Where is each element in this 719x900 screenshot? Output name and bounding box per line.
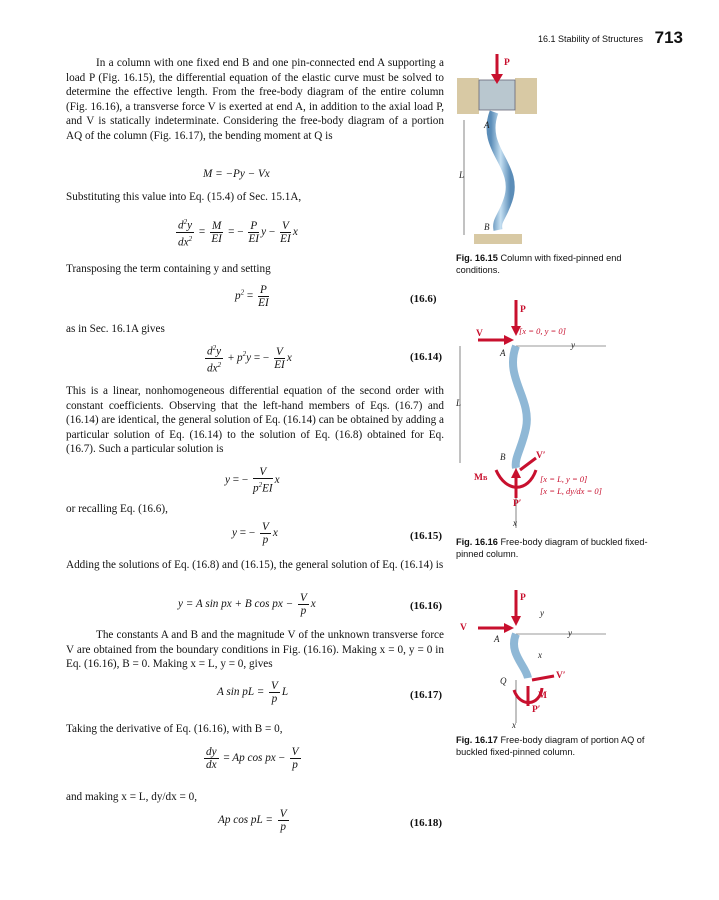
caption-16-16-label: Fig. 16.16 bbox=[456, 537, 498, 547]
equation-differential: $\frac{d^2y}{dx^2}$ = $\frac{M}{EI}$ = − $\frac{P}{EI}$ y − $\frac{V}{EI}$ x bbox=[178, 218, 298, 249]
figure-16-17 bbox=[456, 588, 656, 733]
equation-p-squared: $p^2$ = $\frac{P}{EI}$ bbox=[235, 284, 269, 309]
label-x-dim: x bbox=[538, 650, 542, 660]
reaction-v-label: V′ bbox=[536, 451, 546, 461]
label-x: x bbox=[512, 720, 516, 730]
label-q: Q bbox=[500, 676, 507, 686]
load-p-label: P bbox=[520, 305, 526, 315]
caption-16-16 bbox=[456, 537, 656, 560]
caption-16-17-text: Free-body diagram of portion AQ of buckled fixed-pinned column. bbox=[456, 735, 645, 757]
paragraph-adding: Adding the solutions of Eq. (16.8) and (16.15), the general solution of Eq. (16.14) is bbox=[66, 559, 444, 571]
equation-16-16-text: y = A sin px + B cos px − bbox=[178, 598, 294, 611]
caption-16-15 bbox=[456, 253, 656, 276]
equation-16-16: y = A sin px + B cos px − $\frac{V}{p}$ x bbox=[178, 592, 316, 617]
equation-16-17-text: A sin pL = bbox=[217, 686, 265, 699]
column-portion-aq bbox=[514, 634, 528, 678]
paragraph-recalling: or recalling Eq. (16.6), bbox=[66, 503, 168, 515]
label-l: L bbox=[459, 170, 465, 180]
caption-16-15-label: Fig. 16.15 bbox=[456, 253, 498, 263]
equation-number-16-18: (16.18) bbox=[410, 817, 443, 829]
paragraph-transpose: Transposing the term containing y and setting bbox=[66, 263, 271, 275]
caption-16-16-text: Free-body diagram of buckled fixed-pinned column. bbox=[456, 537, 648, 559]
label-y: y bbox=[568, 628, 572, 638]
running-header bbox=[0, 30, 719, 50]
equation-moment: M = −Py − Vx bbox=[203, 168, 270, 180]
label-b: B bbox=[484, 222, 490, 232]
equation-number-16-16: (16.16) bbox=[410, 600, 443, 612]
paragraph-constants: The constants A and B and the magnitude V of the unknown transverse force V are obtained from the boundary conditions in Fig. (16.16). Making x = 0, y = 0 in Eq. (16.16), B = 0. Making x = L, y = 0, gives bbox=[66, 629, 444, 671]
paragraph-substitute: Substituting this value into Eq. (15.4) of Sec. 15.1A, bbox=[66, 191, 302, 203]
section-title: 16.1 Stability of Structures bbox=[537, 34, 643, 44]
buckled-column bbox=[491, 112, 510, 230]
paragraph-linear: This is a linear, nonhomogeneous differential equation of the second order with constant coefficients. Observing that the left-hand members of Eqs. (16.7) and (16.14) are identical, the general solution of Eq. (16.14) can be obtained by adding a particular solution of Eq. (16.14) to the solution of Eq. (16.8) obtained for Eq. (16.7). Such a particular solution is bbox=[66, 385, 444, 456]
label-x: x bbox=[513, 518, 517, 528]
paragraph-derivative: Taking the derivative of Eq. (16.16), with B = 0, bbox=[66, 723, 283, 735]
label-l: L bbox=[456, 398, 462, 408]
equation-dydx: $\frac{dy}{dx}$ = Ap cos px − $\frac{V}{p}$ bbox=[206, 746, 299, 771]
equation-16-14: $\frac{d^2y}{dx^2}$ + $p^2y$ = − $\frac{V}{EI}$ x bbox=[207, 344, 292, 375]
label-a: A bbox=[500, 348, 506, 358]
equation-number-16-15: (16.15) bbox=[410, 530, 443, 542]
load-p-label: P bbox=[504, 58, 510, 68]
equation-16-15: y = − $\frac{V}{p}$ x bbox=[232, 521, 278, 546]
equation-number-16-14: (16.14) bbox=[410, 351, 443, 363]
label-y-top: y bbox=[540, 608, 544, 618]
shear-v-label: V bbox=[460, 623, 467, 633]
label-b: B bbox=[500, 452, 506, 462]
caption-16-17 bbox=[456, 735, 656, 758]
caption-16-17-label: Fig. 16.17 bbox=[456, 735, 498, 745]
paragraph-intro: In a column with one fixed end B and one pin-connected end A supporting a load P (Fig. 16.15), the differential equation of the elastic curve must be solved to determine the effective length. From the free-body diagram of the entire column (Fig. 16.16), a transverse force V is exerted at end A, in addition to the axial load P, and V is statically indeterminate. Considering the free-body diagram of a portion AQ of the column (Fig. 16.17), the bending moment at Q is bbox=[66, 57, 444, 142]
equation-16-18: Ap cos pL = $\frac{V}{p}$ bbox=[218, 808, 287, 833]
equation-particular: y = − $\frac{V}{p^2EI}$ x bbox=[225, 466, 280, 495]
shear-v-arrowhead bbox=[504, 335, 514, 345]
buckled-column bbox=[513, 346, 527, 468]
reaction-v-label: V′ bbox=[556, 671, 566, 681]
caption-16-15-text: Column with fixed-pinned end conditions. bbox=[456, 253, 622, 275]
load-p-arrowhead bbox=[511, 616, 521, 626]
label-y: y bbox=[571, 340, 575, 350]
paragraph-making: and making x = L, dy/dx = 0, bbox=[66, 791, 198, 803]
bc-bottom-1: [x = L, y = 0] bbox=[540, 474, 588, 484]
fixed-base bbox=[474, 234, 522, 244]
page-number: 713 bbox=[654, 28, 683, 47]
label-a: A bbox=[484, 120, 490, 130]
moment-mb-label: MB bbox=[474, 473, 488, 483]
equation-number-16-6: (16.6) bbox=[410, 293, 437, 305]
reaction-p-label: P′ bbox=[513, 499, 522, 509]
shear-v-arrowhead bbox=[504, 623, 514, 633]
reaction-p-label: P′ bbox=[532, 705, 541, 715]
equation-16-17: A sin pL = $\frac{V}{p}$ L bbox=[217, 680, 289, 705]
equation-16-18-text: Ap cos pL = bbox=[218, 814, 273, 827]
reaction-v-arrow bbox=[532, 676, 554, 680]
right-wall-support bbox=[515, 78, 537, 114]
figure-16-16 bbox=[456, 298, 656, 538]
load-p-label: P bbox=[520, 593, 526, 603]
pin-block bbox=[479, 80, 515, 110]
label-a: A bbox=[494, 634, 500, 644]
left-wall-support bbox=[457, 78, 479, 114]
bc-top: [x = 0, y = 0] bbox=[519, 326, 566, 336]
reaction-v-arrow bbox=[520, 458, 536, 470]
reaction-p-arrowhead bbox=[511, 468, 521, 478]
equation-number-16-17: (16.17) bbox=[410, 689, 443, 701]
shear-v-label: V bbox=[476, 329, 483, 339]
moment-m-label: M bbox=[538, 691, 547, 701]
bc-bottom-2: [x = L, dy/dx = 0] bbox=[540, 486, 602, 496]
paragraph-gives: as in Sec. 16.1A gives bbox=[66, 323, 165, 335]
figure-16-15 bbox=[452, 40, 572, 255]
